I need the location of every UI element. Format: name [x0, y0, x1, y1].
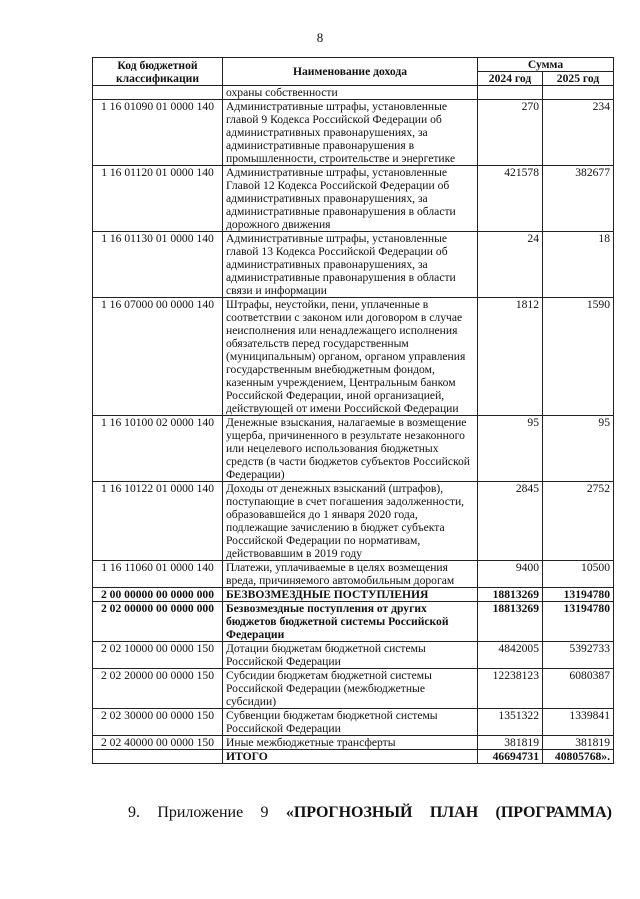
row-2024: 46694731: [478, 750, 543, 764]
appendix-title-word-2: ПЛАН: [429, 804, 479, 821]
table-row: [93, 642, 614, 669]
table-row: [93, 709, 614, 736]
table-header: [93, 58, 614, 86]
header-sum: Сумма: [478, 58, 614, 72]
row-code: 2 02 10000 00 0000 150: [93, 642, 223, 669]
row-2025: 6080387: [543, 669, 614, 709]
table-row: [93, 588, 614, 602]
row-2025: 95: [543, 416, 614, 482]
row-name: Штрафы, неустойки, пени, уплаченные в соответствии с законом или договором в случае неисполнения или ненадлежащего исполнения обязательств перед государственным (муниципальным) органом, органом управления государственным внебюджетным фондом, казенным учреждением, Центральным банком Российской Федерации, иной организацией, действующей от имени Российской Федерации: [223, 298, 478, 416]
row-name: охраны собственности: [223, 86, 478, 100]
appendix-line: [128, 804, 612, 822]
row-2025: 382677: [543, 166, 614, 232]
row-name: БЕЗВОЗМЕЗДНЫЕ ПОСТУПЛЕНИЯ: [223, 588, 478, 602]
row-code: 1 16 10100 02 0000 140: [93, 416, 223, 482]
row-2024: 381819: [478, 736, 543, 750]
table-row: [93, 232, 614, 298]
header-code: Код бюджетной классификации: [93, 58, 223, 86]
header-year-2025: 2025 год: [543, 72, 614, 86]
row-name: Безвозмездные поступления от других бюджетов бюджетной системы Российской Федерации: [223, 602, 478, 642]
row-2025: 234: [543, 100, 614, 166]
row-code: 2 02 30000 00 0000 150: [93, 709, 223, 736]
row-2025: 5392733: [543, 642, 614, 669]
row-2024: 4842005: [478, 642, 543, 669]
row-2024: [478, 86, 543, 100]
row-2024: 12238123: [478, 669, 543, 709]
row-name: Доходы от денежных взысканий (штрафов), поступающие в счет погашения задолженности, образовавшейся до 1 января 2020 года, подлежащие зачислению в бюджет субъекта Российской Федерации по нормативам, действовавшим в 2019 году: [223, 482, 478, 561]
table-row: [93, 736, 614, 750]
row-code: 1 16 01130 01 0000 140: [93, 232, 223, 298]
row-name: Субсидии бюджетам бюджетной системы Российской Федерации (межбюджетные субсидии): [223, 669, 478, 709]
table-row: [93, 561, 614, 588]
row-code: 2 00 00000 00 0000 000: [93, 588, 223, 602]
row-name: Денежные взыскания, налагаемые в возмещение ущерба, причиненного в результате незаконного или нецелевого использования бюджетных средств (в части бюджетов субъектов Российской Федерации): [223, 416, 478, 482]
row-code: [93, 750, 223, 764]
row-2025: 13194780: [543, 588, 614, 602]
row-code: 1 16 01090 01 0000 140: [93, 100, 223, 166]
table-row: [93, 669, 614, 709]
row-2024: 18813269: [478, 588, 543, 602]
row-name: Субвенции бюджетам бюджетной системы Российской Федерации: [223, 709, 478, 736]
appendix-title-word-3: (ПРОГРАММА): [495, 804, 612, 821]
row-code: 1 16 07000 00 0000 140: [93, 298, 223, 416]
row-2024: 2845: [478, 482, 543, 561]
row-name: Административные штрафы, установленные Главой 12 Кодекса Российской Федерации об административных правонарушениях, за административные правонарушения в области дорожного движения: [223, 166, 478, 232]
table-row: [93, 298, 614, 416]
page-number: 8: [316, 30, 324, 45]
row-name: Платежи, уплачиваемые в целях возмещения вреда, причиняемого автомобильным дорогам: [223, 561, 478, 588]
row-2025: [543, 86, 614, 100]
row-code: 1 16 11060 01 0000 140: [93, 561, 223, 588]
row-2024: 18813269: [478, 602, 543, 642]
header-name: Наименование дохода: [223, 58, 478, 86]
row-2024: 1351322: [478, 709, 543, 736]
appendix-item-number: 9.: [128, 804, 140, 821]
row-2025: 18: [543, 232, 614, 298]
appendix-title-word-1: «ПРОГНОЗНЫЙ: [285, 804, 413, 821]
row-2024: 95: [478, 416, 543, 482]
budget-table: [92, 57, 614, 764]
row-name: Административные штрафы, установленные главой 9 Кодекса Российской Федерации об административных правонарушениях, за административные правонарушения в промышленности, строительстве и энергетике: [223, 100, 478, 166]
row-2025: 2752: [543, 482, 614, 561]
row-name: Иные межбюджетные трансферты: [223, 736, 478, 750]
row-2024: 24: [478, 232, 543, 298]
row-name: Дотации бюджетам бюджетной системы Российской Федерации: [223, 642, 478, 669]
row-code: 2 02 40000 00 0000 150: [93, 736, 223, 750]
table-body: [93, 86, 614, 764]
table-row: [93, 166, 614, 232]
table-row: [93, 602, 614, 642]
row-2025: 40805768».: [543, 750, 614, 764]
row-2024: 421578: [478, 166, 543, 232]
header-year-2024: 2024 год: [478, 72, 543, 86]
row-code: 2 02 00000 00 0000 000: [93, 602, 223, 642]
row-code: 2 02 20000 00 0000 150: [93, 669, 223, 709]
row-2024: 1812: [478, 298, 543, 416]
row-code: 1 16 01120 01 0000 140: [93, 166, 223, 232]
table-row: [93, 750, 614, 764]
row-2025: 13194780: [543, 602, 614, 642]
row-2025: 1339841: [543, 709, 614, 736]
row-2025: 10500: [543, 561, 614, 588]
row-2024: 270: [478, 100, 543, 166]
row-code: [93, 86, 223, 100]
table-row: [93, 416, 614, 482]
row-2025: 1590: [543, 298, 614, 416]
row-code: 1 16 10122 01 0000 140: [93, 482, 223, 561]
row-name: Административные штрафы, установленные главой 13 Кодекса Российской Федерации об административных правонарушениях, за административные правонарушения в области связи и информации: [223, 232, 478, 298]
appendix-number: 9: [260, 804, 269, 821]
table-row: [93, 482, 614, 561]
appendix-word: Приложение: [157, 804, 244, 821]
table-row: [93, 100, 614, 166]
table-row: [93, 86, 614, 100]
row-name: ИТОГО: [223, 750, 478, 764]
row-2024: 9400: [478, 561, 543, 588]
row-2025: 381819: [543, 736, 614, 750]
